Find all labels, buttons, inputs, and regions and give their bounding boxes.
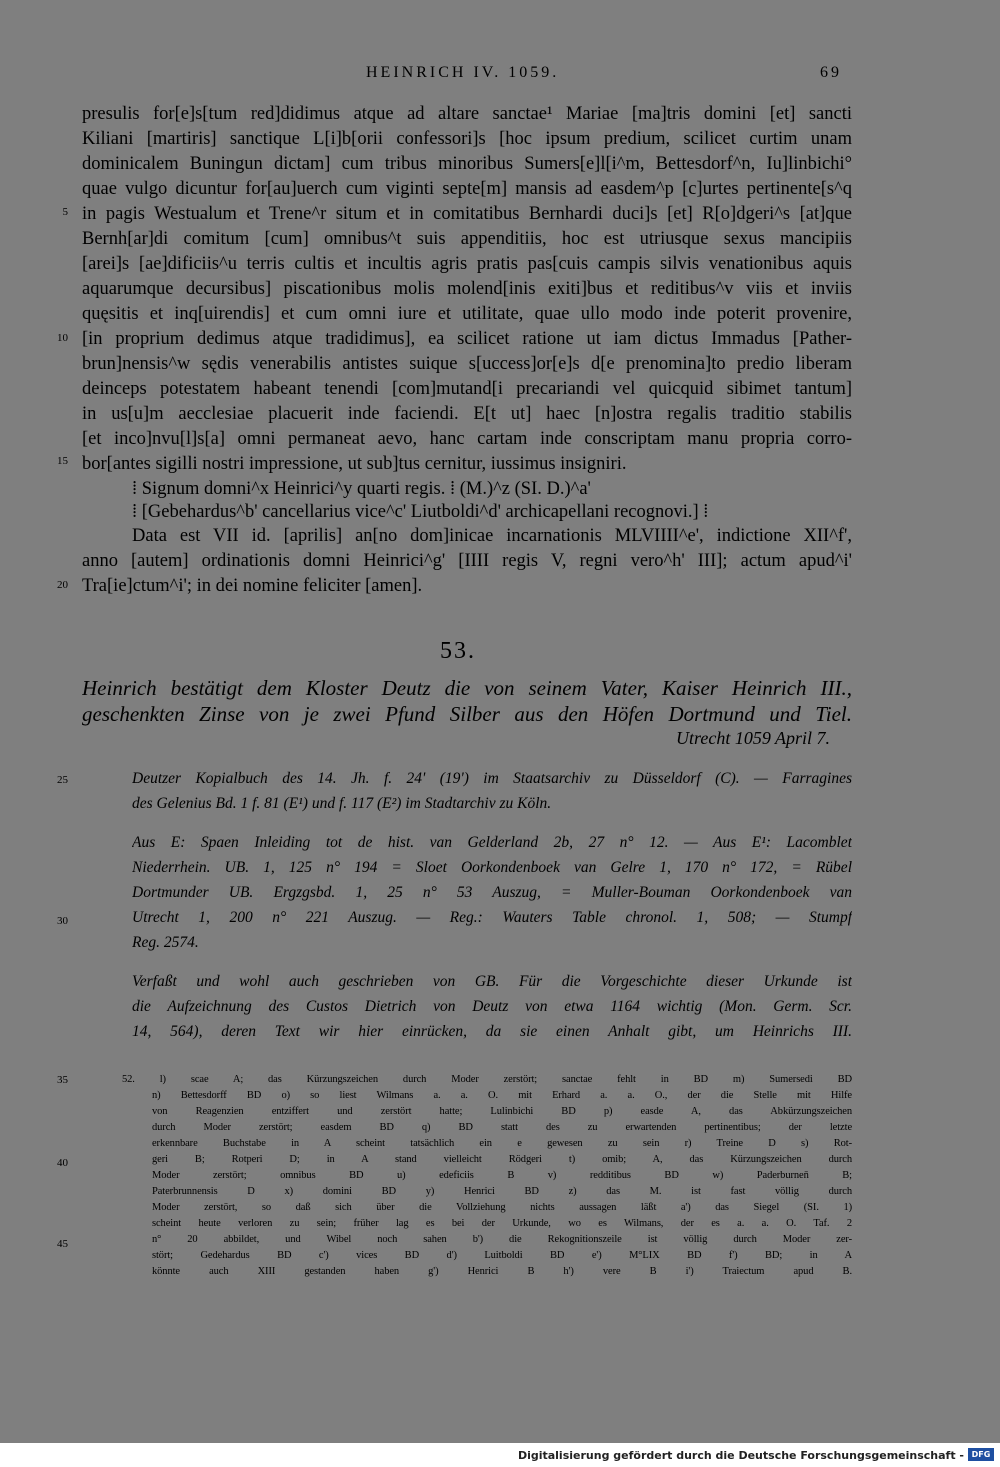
- footnote-line: Paterbrunnensis D x) domini BD y) Henrici BD z) das M. ist fast völlig durch: [152, 1186, 852, 1197]
- edition-line: Utrecht 1, 200 n° 221 Auszug. — Reg.: Wauters Table chronol. 1, 508; — Stumpf: [132, 909, 852, 926]
- source-line: Deutzer Kopialbuch des 14. Jh. f. 24' (19') im Staatsarchiv zu Düsseldorf (C). — Farragines: [132, 770, 852, 787]
- body-line: deinceps potestatem habeant tenendi [com]mutand[i precariandi vel quicquid sibimet tantum]: [82, 379, 852, 399]
- date-line: Tra[ie]ctum^i'; in dei nomine feliciter [amen].: [82, 576, 423, 596]
- body-line: quae vulgo dicuntur for[au]uerch cum viginti septe[m] mansis ad easdem^p [c]urtes pertinente[s^q: [82, 179, 852, 199]
- recognition-line: ⁞ [Gebehardus^b' cancellarius vice^c' Liutboldi^d' archicapellani recognovi.] ⁞: [132, 502, 709, 522]
- page-number: 69: [820, 64, 842, 81]
- edition-line: Niederrhein. UB. 1, 125 n° 194 = Sloet Oorkondenboek van Gelre 1, 170 n° 172, = Rübel: [132, 859, 852, 876]
- body-line: brun]nensis^w sędis venerabilis antistes suique s[uccess]or[e]s d[e prenomina]to predio liberam: [82, 354, 852, 374]
- footnote-line: stört; Gedehardus BD c') vices BD d') Luitboldi BD e') M°LIX BD f') BD; in A: [152, 1250, 852, 1261]
- date-line: Data est VII id. [aprilis] an[no dom]inicae incarnationis MLVIIII^e', indictione XII^f',: [132, 526, 852, 546]
- body-line: aquarumque decursibus] piscationibus molis molend[inis exiti]bus et reditibus^v viis et inviis: [82, 279, 852, 299]
- body-line: presulis for[e]s[tum red]didimus atque ad altare sanctae¹ Mariae [ma]tris domini [et] sancti: [82, 104, 852, 124]
- footer-bar: [0, 1443, 1000, 1467]
- footnote-line: erkennbare Buchstabe in A scheint tatsächlich ein e gewesen zu sein r) Treine D s) Rot-: [152, 1138, 852, 1149]
- line-number: 10: [57, 332, 68, 344]
- footnote-line: n° 20 abbildet, und Wibel noch sahen b') die Rekognitionszeile ist völlig durch Moder zer-: [152, 1234, 852, 1245]
- footnote-line: geri B; Rotperi D; in A stand vielleicht Rödgeri t) omib; A, das Kürzungszeichen durch: [152, 1154, 852, 1165]
- body-line: dominicalem Buningun dictam] cum tribus minoribus Sumers[e]l[i^m, Bettesdorf^n, Iu]linbichi°: [82, 154, 852, 174]
- footnote-line: n) Bettesdorff BD o) so liest Wilmans a. a. O. mit Erhard a. a. O., der die Stelle mit Hilfe: [152, 1090, 852, 1101]
- line-number: 20: [57, 579, 68, 591]
- signum-line: ⁞ Signum domni^x Heinrici^y quarti regis. ⁞ (M.)^z (SI. D.)^a': [132, 479, 591, 499]
- edition-line: Dortmunder UB. Ergzgsbd. 1, 25 n° 53 Auszug, = Muller-Bouman Oorkondenboek van: [132, 884, 852, 901]
- running-title: HEINRICH IV. 1059.: [366, 64, 560, 81]
- funding-credit: Digitalisierung gefördert durch die Deutsche Forschungsgemeinschaft -: [517, 1449, 964, 1462]
- line-number: 30: [57, 915, 68, 927]
- body-line: bor[antes sigilli nostri impressione, ut sub]tus cernitur, iussimus insigniri.: [82, 454, 627, 474]
- line-number: 45: [57, 1238, 68, 1250]
- line-number: 40: [57, 1157, 68, 1169]
- dfg-logo: DFG: [968, 1448, 994, 1461]
- footnote-line: von Reagenzien entziffert und zerstört hatte; Lulinbichi BD p) easde A, das Abkürzungszeichen: [152, 1106, 852, 1117]
- footnote-line: Moder zerstört; omnibus BD u) edeficiis B v) redditibus BD w) Paderburnen̄ B;: [152, 1170, 852, 1181]
- body-line: [in proprium dedimus atque tradidimus], ea scilicet ratione ut iam dictus Immadus [Pather-: [82, 329, 852, 349]
- line-number: 25: [57, 774, 68, 786]
- edition-line: Aus E: Spaen Inleiding tot de hist. van Gelderland 2b, 27 n° 12. — Aus E¹: Lacomblet: [132, 834, 852, 851]
- regest-line: geschenkten Zinse von je zwei Pfund Silber aus den Höfen Dortmund und Tiel.: [82, 702, 852, 726]
- line-number: 5: [62, 206, 68, 218]
- edition-line: Reg. 2574.: [132, 934, 199, 951]
- commentary-line: 14, 564), deren Text wir hier einrücken, da sie einen Anhalt gibt, um Heinrichs III.: [132, 1023, 852, 1040]
- body-line: [et inco]nvu[l]s[a] omni permaneat aevo, hanc cartam inde conscriptam manu propria corro-: [82, 429, 852, 449]
- document-number: 53.: [440, 638, 476, 664]
- footnote-line: Moder zerstört, so daß sich über die Vollziehung nichts aussagen läßt a') das Siegel (SI. 1): [152, 1202, 852, 1213]
- body-line: in pagis Westualum et Trene^r situm et in comitatibus Bernhardi duci]s [et] R[o]dgeri^s [at]que: [82, 204, 852, 224]
- footnote-line: 52. l) scae A; das Kürzungszeichen durch Moder zerstört; sanctae fehlt in BD m) Sumersedi BD: [122, 1074, 852, 1085]
- commentary-line: die Aufzeichnung des Custos Dietrich von Deutz von etwa 1164 wichtig (Mon. Germ. Scr.: [132, 998, 852, 1015]
- body-line: in us[u]m aecclesiae placuerit inde faciendi. E[t ut] haec [n]ostra regalis traditio stabilis: [82, 404, 852, 424]
- body-line: Kiliani [martiris] sanctique L[i]b[orii confessori]s [hoc ipsum predium, scilicet curtim unam: [82, 129, 852, 149]
- regest-line: Heinrich bestätigt dem Kloster Deutz die von seinem Vater, Kaiser Heinrich III.,: [82, 676, 852, 700]
- footnote-line: durch Moder zerstört; easdem BD q) BD statt des zu erwartenden pertinentibus; der letzte: [152, 1122, 852, 1133]
- line-number: 15: [57, 455, 68, 467]
- footnote-line: scheint heute verloren zu sein; früher lag es bei der Urkunde, wo es Wilmans, der es a. a. O. Taf. 2: [152, 1218, 852, 1229]
- date-line: anno [autem] ordinationis domni Heinrici^g' [IIII regis V, regni vero^h' III]; actum apud^i': [82, 551, 852, 571]
- body-line: Bernh[ar]di comitum [cum] omnibus^t suis appenditiis, hoc est utriusque sexus mancipiis: [82, 229, 852, 249]
- source-line: des Gelenius Bd. 1 f. 81 (E¹) und f. 117 (E²) im Stadtarchiv zu Köln.: [132, 795, 552, 812]
- body-line: quęsitis et inq[uirendis] et cum omni iure et utilitate, quae ullo modo inde poterit provenire,: [82, 304, 852, 324]
- place-date: Utrecht 1059 April 7.: [676, 728, 830, 748]
- commentary-line: Verfaßt und wohl auch geschrieben von GB. Für die Vorgeschichte dieser Urkunde ist: [132, 973, 852, 990]
- body-line: [arei]s [ae]dificiis^u terris cultis et incultis agris pratis pas[cuis campis silvis venationibus aquis: [82, 254, 852, 274]
- footnote-line: könnte auch XIII gestanden haben g') Henrici B h') vere B i') Traiectum apud B.: [152, 1266, 852, 1277]
- line-number: 35: [57, 1074, 68, 1086]
